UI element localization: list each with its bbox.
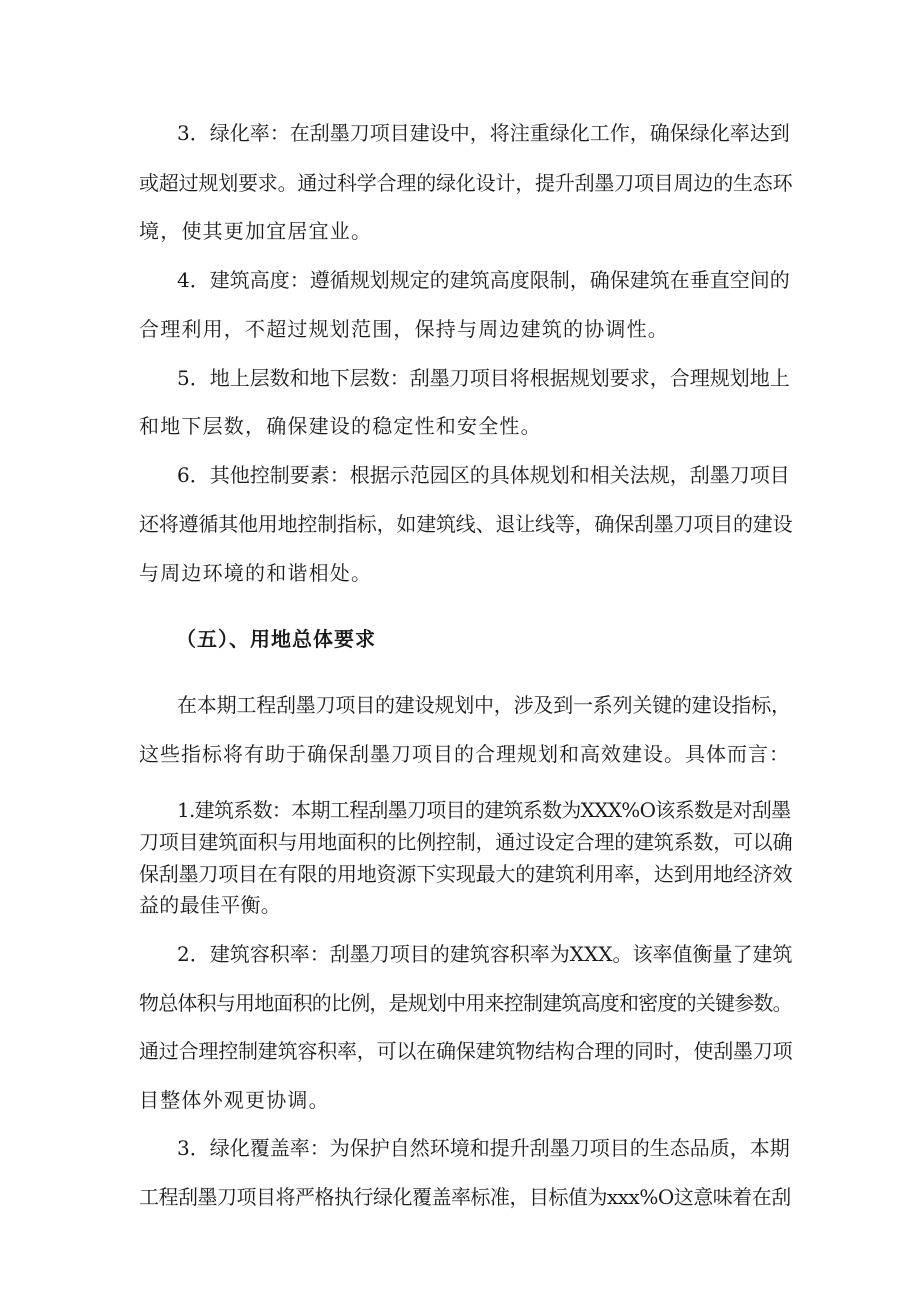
paragraph-line: 4．建筑高度：遵循规划规定的建筑高度限制，确保建筑在垂直空间的 [177,268,790,292]
item-line: 物总体积与用地面积的比例，是规划中用来控制建筑高度和密度的关键参数。 [139,991,792,1015]
paragraph-line: 合理利用，不超过规划范围，保持与周边建筑的协调性。 [139,317,669,341]
paragraph-line: 6．其他控制要素：根据示范园区的具体规划和相关法规，刮墨刀项目 [177,463,790,487]
intro-line: 在本期工程刮墨刀项目的建设规划中，涉及到一系列关键的建设指标， [177,693,791,717]
item-line: 目整体外观更协调。 [139,1088,330,1112]
item-line: 保刮墨刀项目在有限的用地资源下实现最大的建筑利用率，达到用地经济效 [139,862,793,886]
item-line: 工程刮墨刀项目将严格执行绿化覆盖率标准，目标值为xxx%O这意味着在刮 [139,1185,791,1209]
paragraph-line: 境，使其更加宜居宜业。 [139,219,373,243]
item-line: 通过合理控制建筑容积率，可以在确保建筑物结构合理的同时，使刮墨刀项 [139,1039,793,1063]
paragraph-line: 还将遵循其他用地控制指标，如建筑线、退让线等，确保刮墨刀项目的建设 [139,512,793,536]
paragraph-line: 或超过规划要求。通过科学合理的绿化设计，提升刮墨刀项目周边的生态环 [139,171,793,195]
paragraph-line: 与周边环境的和谐相处。 [139,561,373,585]
intro-line: 这些指标将有助于确保刮墨刀项目的合理规划和高效建设。具体而言： [139,742,790,766]
item-line: 1.建筑系数：本期工程刮墨刀项目的建筑系数为XXX%O该系数是对刮墨 [177,798,791,822]
item-line: 2．建筑容积率：刮墨刀项目的建筑容积率为XXX。该率值衡量了建筑 [177,942,793,966]
paragraph-line: 5．地上层数和地下层数：刮墨刀项目将根据规划要求，合理规划地上 [177,366,790,390]
item-line: 刀项目建筑面积与用地面积的比例控制，通过设定合理的建筑系数，可以确 [139,830,793,854]
item-line: 益的最佳平衡。 [139,893,282,917]
item-line: 3．绿化覆盖率：为保护自然环境和提升刮墨刀项目的生态品质，本期 [177,1136,790,1160]
paragraph-line: 和地下层数，确保建设的稳定性和安全性。 [139,414,542,438]
paragraph-line: 3．绿化率：在刮墨刀项目建设中，将注重绿化工作，确保绿化率达到 [177,121,790,145]
section-heading: （五）、用地总体要求 [176,627,376,651]
